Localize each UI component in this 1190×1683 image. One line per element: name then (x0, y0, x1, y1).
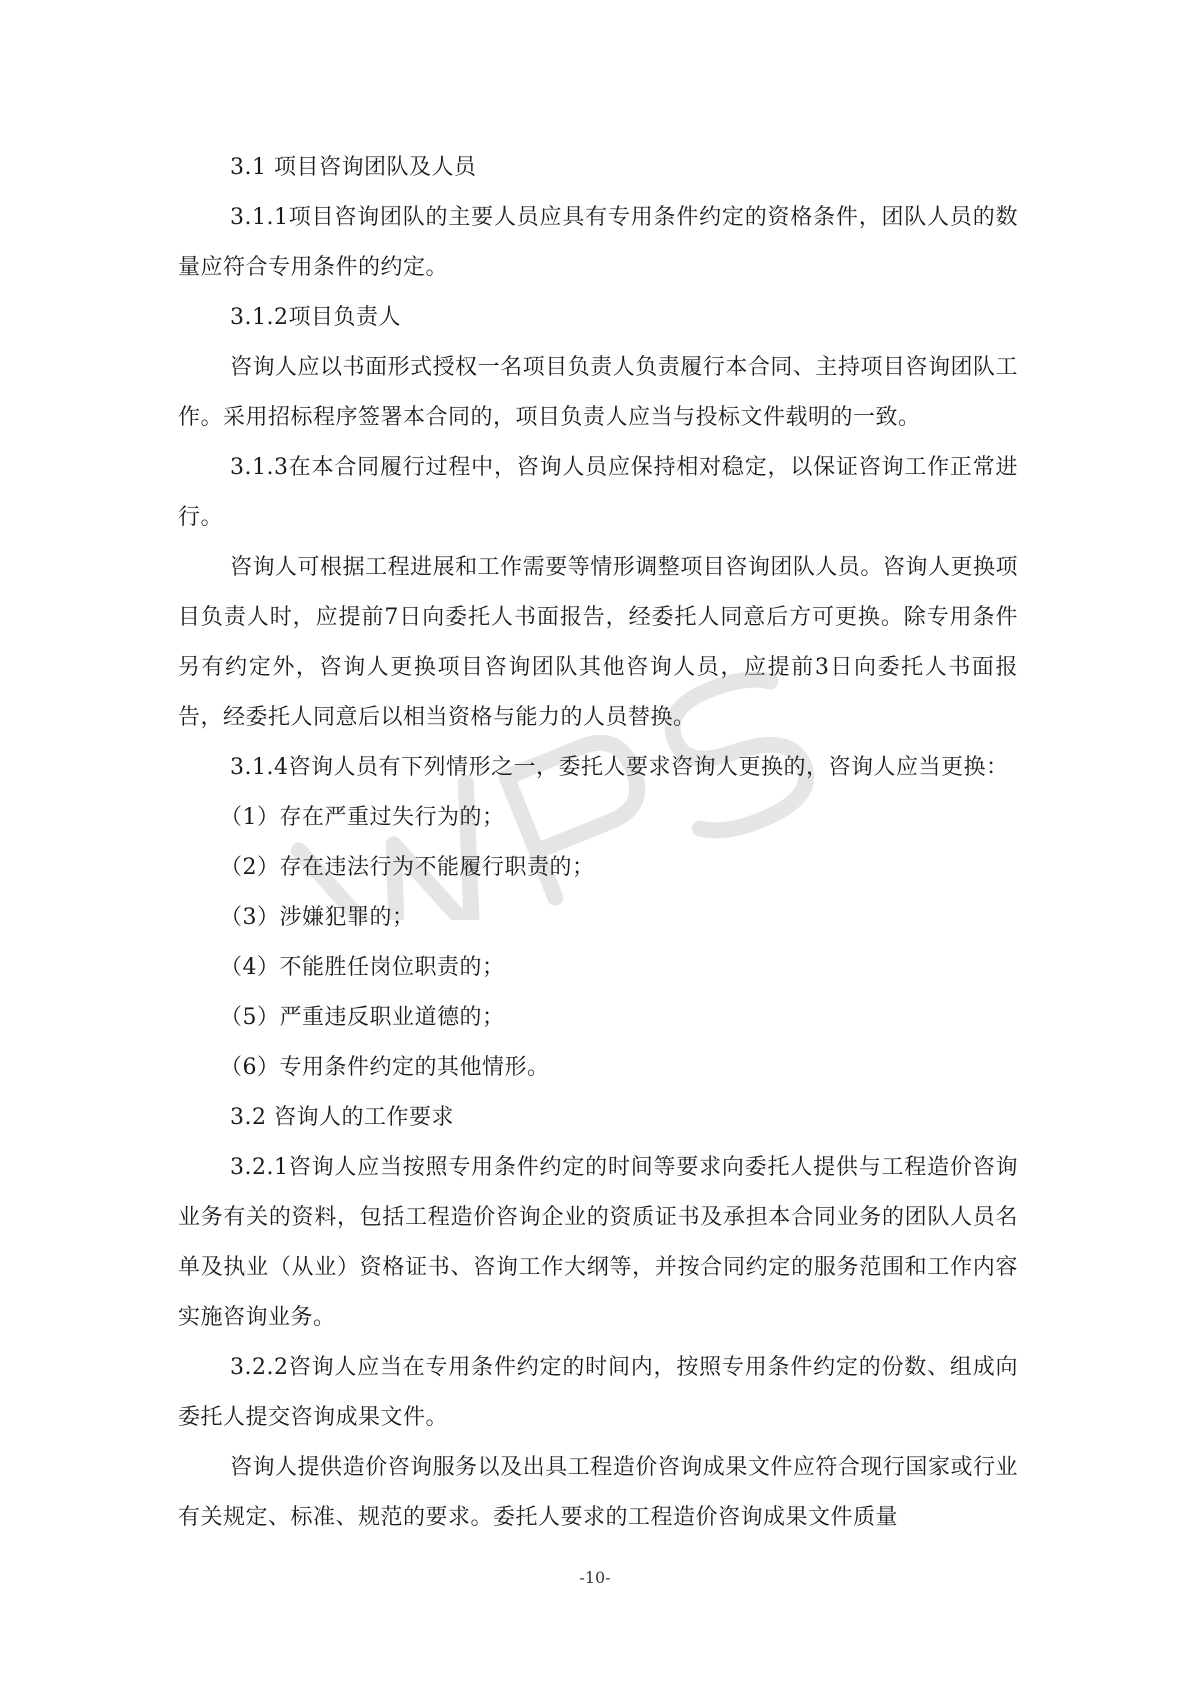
page-number: -10- (579, 1568, 611, 1587)
section-heading-3-1: 3.1 项目咨询团队及人员 (230, 155, 477, 180)
clause-3-2-2: 3.2.2咨询人应当在专用条件约定的时间内，按照专用条件约定的份数、组成向委托人提交咨询成果文件。 (178, 1355, 1018, 1430)
clause-3-1-1: 3.1.1项目咨询团队的主要人员应具有专用条件约定的资格条件，团队人员的数量应符合专用条件的约定。 (178, 205, 1018, 280)
clause-3-1-4: 3.1.4咨询人员有下列情形之一，委托人要求咨询人更换的，咨询人应当更换： (230, 755, 1009, 780)
section-heading-3-2: 3.2 咨询人的工作要求 (230, 1105, 454, 1130)
clause-3-1-3: 3.1.3在本合同履行过程中，咨询人员应保持相对稳定，以保证咨询工作正常进行。 (178, 455, 1018, 530)
clause-heading-3-1-2: 3.1.2项目负责人 (230, 305, 401, 330)
list-item-2: （2）存在违法行为不能履行职责的； (220, 855, 595, 880)
list-item-4: （4）不能胜任岗位职责的； (220, 955, 505, 980)
list-item-1: （1）存在严重过失行为的； (220, 805, 505, 830)
clause-3-2-1: 3.2.1咨询人应当按照专用条件约定的时间等要求向委托人提供与工程造价咨询业务有关的资料，包括工程造价咨询企业的资质证书及承担本合同业务的团队人员名单及执业（从业）资格证书、咨询工作大纲等，并按合同约定的服务范围和工作内容实施咨询业务。 (178, 1155, 1018, 1330)
list-item-6: （6）专用条件约定的其他情形。 (220, 1055, 550, 1080)
clause-3-1-2-body: 咨询人应以书面形式授权一名项目负责人负责履行本合同、主持项目咨询团队工作。采用招标程序签署本合同的，项目负责人应当与投标文件载明的一致。 (178, 355, 1018, 430)
list-item-5: （5）严重违反职业道德的； (220, 1005, 505, 1030)
document-body (178, 143, 1018, 1543)
clause-3-2-2-body: 咨询人提供造价咨询服务以及出具工程造价咨询成果文件应符合现行国家或行业有关规定、标准、规范的要求。委托人要求的工程造价咨询成果文件质量 (178, 1455, 1018, 1530)
clause-3-1-3-body: 咨询人可根据工程进展和工作需要等情形调整项目咨询团队人员。咨询人更换项目负责人时，应提前7日向委托人书面报告，经委托人同意后方可更换。除专用条件另有约定外，咨询人更换项目咨询团队其他咨询人员，应提前3日向委托人书面报告，经委托人同意后以相当资格与能力的人员替换。 (178, 555, 1018, 730)
list-item-3: （3）涉嫌犯罪的； (220, 905, 415, 930)
